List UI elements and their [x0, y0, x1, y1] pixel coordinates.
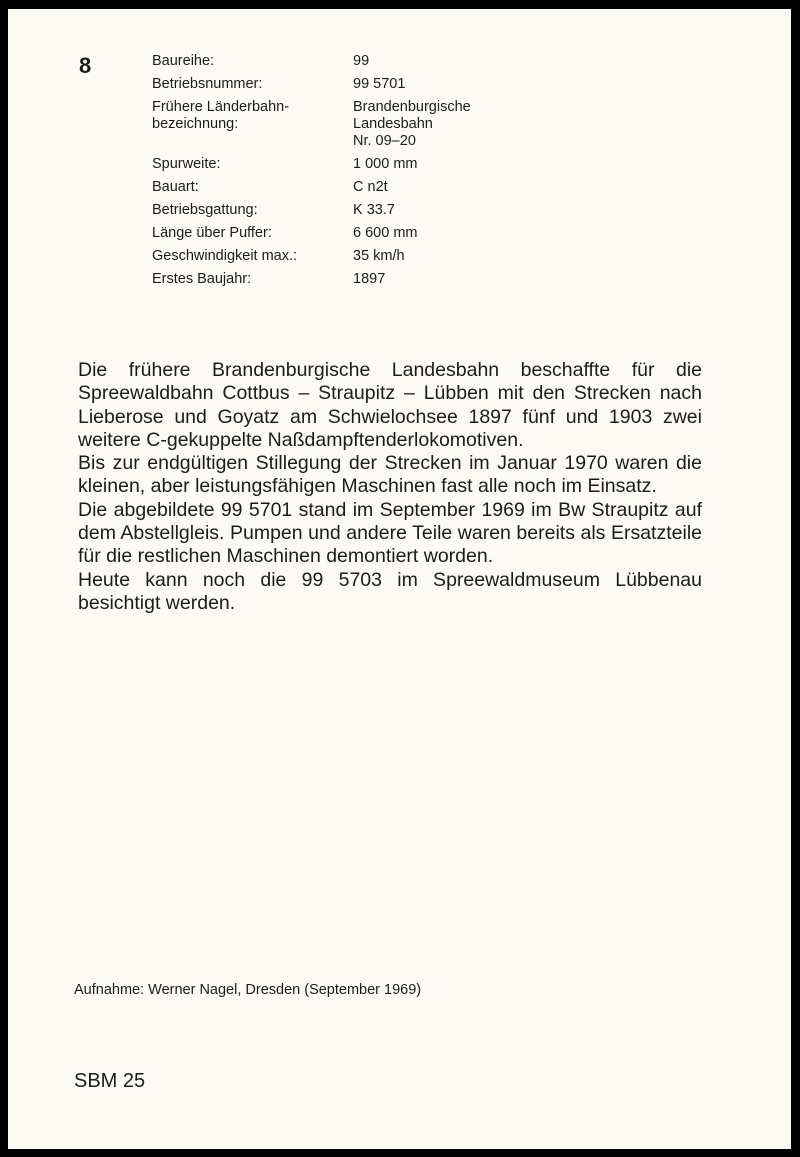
spec-row [152, 76, 582, 93]
spec-value: 6 600 mm [353, 225, 418, 241]
photo-credit: Aufnahme: Werner Nagel, Dresden (September 1969) [74, 982, 422, 998]
spec-row [152, 202, 582, 219]
spec-table [152, 53, 582, 294]
spec-row [152, 156, 582, 173]
card-number: 8 [79, 53, 92, 78]
spec-row [152, 248, 582, 265]
spec-label: Frühere Länderbahn- bezeichnung: [152, 99, 290, 132]
spec-value: K 33.7 [353, 202, 395, 218]
series-code: SBM 25 [74, 1070, 146, 1092]
description-paragraph: Bis zur endgültigen Stillegung der Strecken im Januar 1970 waren die kleinen, aber leistungsfähigen Maschinen fast alle noch im Einsatz. [78, 452, 702, 498]
description-paragraph: Die abgebildete 99 5701 stand im September 1969 im Bw Straupitz auf dem Abstellgleis. Pumpen und andere Teile waren bereits als Ersatzteile für die restlichen Maschinen demontiert worden. [78, 498, 702, 568]
description-text [78, 359, 702, 615]
spec-label: Erstes Baujahr: [152, 271, 252, 287]
postcard-back [8, 9, 791, 1149]
spec-label: Spurweite: [152, 156, 221, 172]
spec-label: Baureihe: [152, 53, 215, 69]
spec-value: 99 [353, 53, 370, 69]
spec-value: C n2t [353, 179, 388, 195]
spec-value: 99 5701 [353, 76, 406, 92]
spec-label: Länge über Puffer: [152, 225, 272, 241]
spec-label: Betriebsnummer: [152, 76, 263, 92]
spec-label: Geschwindigkeit max.: [152, 248, 298, 264]
spec-value: 1897 [353, 271, 386, 287]
spec-row [152, 53, 582, 70]
description-paragraph: Heute kann noch die 99 5703 im Spreewaldmuseum Lübbenau besichtigt werden. [78, 568, 702, 614]
spec-value: 35 km/h [353, 248, 405, 264]
description-paragraph: Die frühere Brandenburgische Landesbahn beschaffte für die Spreewaldbahn Cottbus – Straupitz – Lübben mit den Strecken nach Lieberose und Goyatz am Schwielochsee 1897 fünf und 1903 zwei weitere C-gekuppelte Naßdampftenderlokomotiven. [78, 359, 702, 451]
spec-label: Bauart: [152, 179, 199, 195]
spec-value: Brandenburgische Landesbahn Nr. 09–20 [353, 99, 471, 149]
spec-row [152, 271, 582, 288]
spec-row [152, 179, 582, 196]
spec-row [152, 225, 582, 242]
spec-value: 1 000 mm [353, 156, 418, 172]
spec-label: Betriebsgattung: [152, 202, 258, 218]
spec-row [152, 99, 582, 150]
